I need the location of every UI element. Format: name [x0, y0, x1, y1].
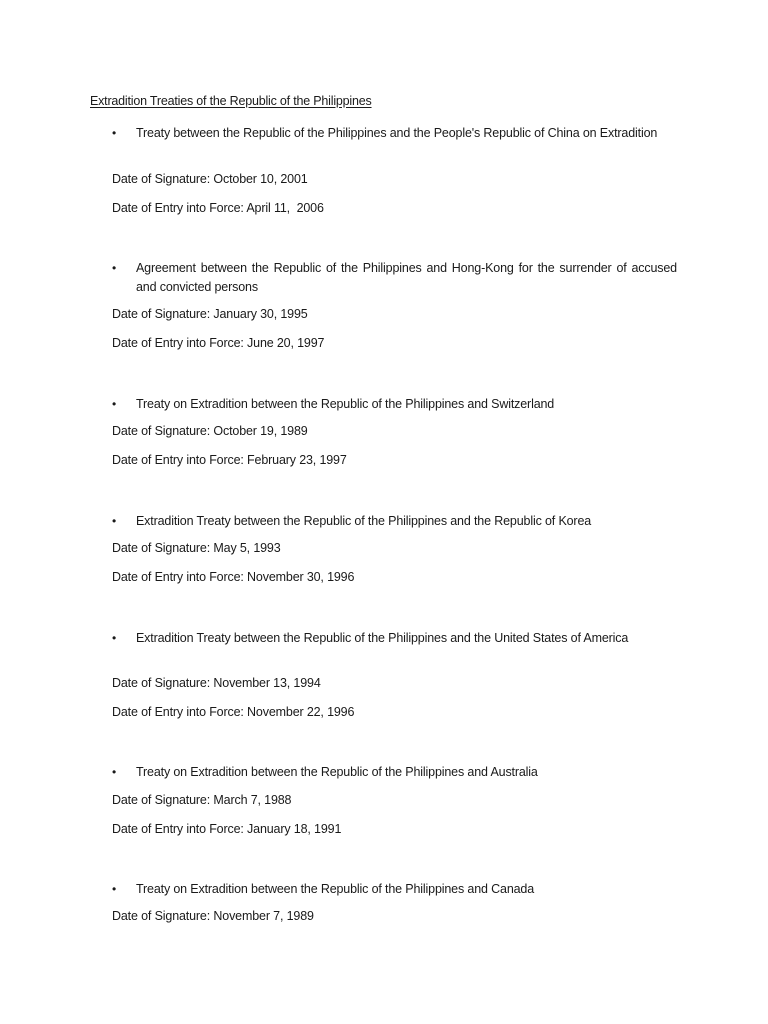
entry-value: February 23, 1997: [247, 453, 347, 467]
signature-value: March 7, 1988: [213, 793, 292, 807]
signature-label: Date of Signature:: [112, 172, 214, 186]
signature-label: Date of Signature:: [112, 676, 214, 690]
entry-label: Date of Entry into Force:: [112, 336, 248, 350]
signature-label: Date of Signature:: [112, 424, 214, 438]
signature-value: January 30, 1995: [213, 307, 308, 321]
date-of-signature: [112, 424, 308, 438]
treaty-name: Treaty between the Republic of the Philippines and the People's Republic of China on Extradition: [136, 126, 658, 140]
bullet-icon: •: [112, 631, 117, 645]
signature-label: Date of Signature:: [112, 307, 214, 321]
entry-value: November 30, 1996: [247, 570, 355, 584]
entry-value: April 11, 2006: [246, 201, 324, 215]
entry-value: November 22, 1996: [247, 705, 355, 719]
date-of-signature: [112, 541, 281, 555]
signature-value: May 5, 1993: [213, 541, 281, 555]
signature-label: Date of Signature:: [112, 793, 214, 807]
entry-label: Date of Entry into Force:: [112, 453, 248, 467]
signature-value: October 19, 1989: [213, 424, 308, 438]
treaty-name: Extradition Treaty between the Republic of the Philippines and the United States of America: [136, 631, 629, 645]
treaty-name: Agreement between the Republic of the Philippines and Hong-Kong for the surrender of accused and convicted persons: [136, 261, 677, 294]
date-of-entry-into-force: [112, 453, 347, 467]
treaty-name: Treaty on Extradition between the Republic of the Philippines and Canada: [136, 882, 535, 896]
date-of-signature: [112, 676, 321, 690]
bullet-icon: •: [112, 126, 117, 140]
date-of-entry-into-force: [112, 822, 341, 836]
signature-label: Date of Signature:: [112, 541, 214, 555]
treaty-name: Treaty on Extradition between the Republic of the Philippines and Australia: [136, 765, 538, 779]
date-of-signature: [112, 172, 308, 186]
date-of-signature: [112, 307, 308, 321]
treaty-name: Treaty on Extradition between the Republic of the Philippines and Switzerland: [136, 397, 555, 411]
signature-value: November 13, 1994: [213, 676, 321, 690]
treaty-name: Extradition Treaty between the Republic of the Philippines and the Republic of Korea: [136, 514, 592, 528]
entry-label: Date of Entry into Force:: [112, 570, 248, 584]
bullet-icon: •: [112, 397, 117, 411]
signature-value: October 10, 2001: [213, 172, 308, 186]
entry-label: Date of Entry into Force:: [112, 201, 247, 215]
entry-label: Date of Entry into Force:: [112, 822, 248, 836]
signature-value: November 7, 1989: [213, 909, 314, 923]
document-title: Extradition Treaties of the Republic of the Philippines: [90, 94, 372, 108]
date-of-entry-into-force: [112, 336, 324, 350]
bullet-icon: •: [112, 261, 117, 275]
bullet-icon: •: [112, 882, 117, 896]
date-of-signature: [112, 909, 314, 923]
bullet-icon: •: [112, 765, 117, 779]
date-of-signature: [112, 793, 291, 807]
signature-label: Date of Signature:: [112, 909, 214, 923]
entry-value: June 20, 1997: [247, 336, 325, 350]
date-of-entry-into-force: [112, 705, 354, 719]
entry-label: Date of Entry into Force:: [112, 705, 248, 719]
date-of-entry-into-force: [112, 201, 324, 215]
bullet-icon: •: [112, 514, 117, 528]
entry-value: January 18, 1991: [247, 822, 342, 836]
date-of-entry-into-force: [112, 570, 354, 584]
